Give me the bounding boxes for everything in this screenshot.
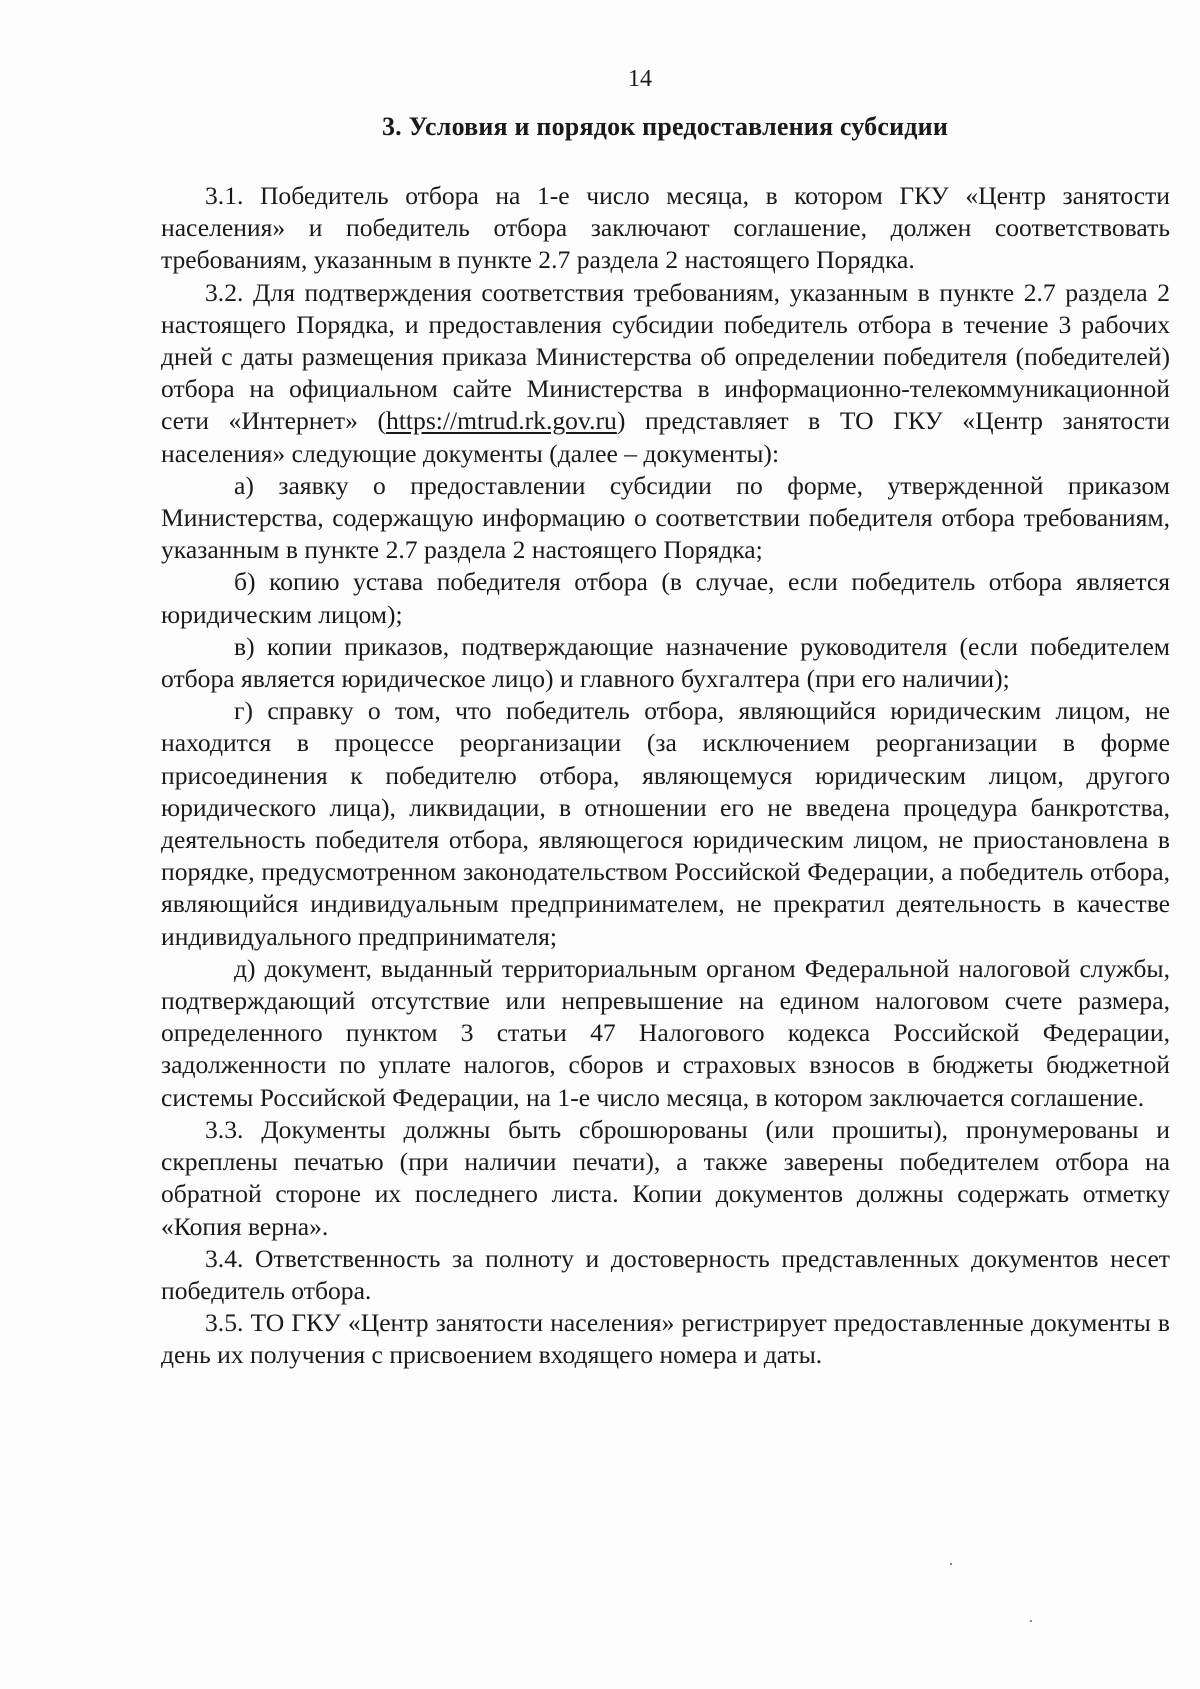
paragraph-3-4: 3.4. Ответственность за полноту и достоверность представленных документов несет победитель отбора. xyxy=(161,1243,1170,1305)
paragraph-3-1: 3.1. Победитель отбора на 1-е число месяца, в котором ГКУ «Центр занятости населения» и победитель отбора заключают соглашение, должен соответствовать требованиям, указанным в пункте 2.7 раздела 2 настоящего Порядка. xyxy=(161,181,1170,275)
list-item-a: а) заявку о предоставлении субсидии по форме, утвержденной приказом Министерства, содержащую информацию о соответствии победителя отбора требованиям, указанным в пункте 2.7 раздела 2 настоящего Порядка; xyxy=(161,470,1170,565)
paragraph-3-5: 3.5. ТО ГКУ «Центр занятости населения» регистрирует предоставленные документы в день их получения с присвоением входящего номера и даты. xyxy=(161,1308,1170,1370)
list-item-b: б) копию устава победителя отбора (в случае, если победитель отбора является юридическим лицом); xyxy=(161,567,1170,629)
page-number: 14 xyxy=(628,66,652,92)
ministry-website-link[interactable]: https://mtrud.rk.gov.ru xyxy=(386,406,617,436)
list-item-v: в) копии приказов, подтверждающие назначение руководителя (если победителем отбора является юридическое лицо) и главного бухгалтера (при его наличии); xyxy=(161,631,1170,694)
scan-speck xyxy=(1030,1620,1032,1622)
scan-speck xyxy=(950,1563,952,1565)
list-item-g: г) справку о том, что победитель отбора, являющийся юридическим лицом, не находится в процессе реорганизации (за исключением реорганизации в форме присоединения к победителю отбора, являющемуся юридическим лицом, другого юридического лица), ликвидации, в отношении его не введена процедура банкротства, деятельность победителя отбора, являющегося юридическим лицом, не приостановлена в порядке, предусмотренном законодательством Российской Федерации, а победитель отбора, являющийся индивидуальным предпринимателем, не прекратил деятельность в качестве индивидуального предпринимателя; xyxy=(161,696,1170,951)
section-title: 3. Условия и порядок предоставления субсидии xyxy=(381,112,949,141)
list-item-d: д) документ, выданный территориальным органом Федеральной налоговой службы, подтверждающий отсутствие или непревышение на едином налоговом счете размера, определенного пунктом 3 статьи 47 Налогового кодекса Российской Федерации, задолженности по уплате налогов, сборов и страховых взносов в бюджеты бюджетной системы Российской Федерации, на 1-е число месяца, в котором заключается соглашение. xyxy=(161,953,1170,1112)
paragraph-3-3: 3.3. Документы должны быть сброшюрованы (или прошиты), пронумерованы и скреплены печатью (при наличии печати), а также заверены победителем отбора на обратной стороне их последнего листа. Копии документов должны содержать отметку «Копия верна». xyxy=(161,1114,1170,1241)
paragraph-3-2-text: 3.2. Для подтверждения соответствия требованиям, указанным в пункте 2.7 раздела 2 настоящего Порядка, и предоставления субсидии победитель отбора в течение 3 рабочих дней с даты размещения приказа Министерства об определении победителя (победителей) отбора на официальном сайте Министерства в информационно-телекоммуникационной сети «Интернет» ( xyxy=(161,277,1170,436)
document-body xyxy=(161,180,1170,1372)
paragraph-3-2 xyxy=(161,277,1170,470)
paragraph-3-2-text-end: ) представляет в ТО ГКУ «Центр занятости населения» следующие документы (далее – документы): xyxy=(161,406,1171,468)
